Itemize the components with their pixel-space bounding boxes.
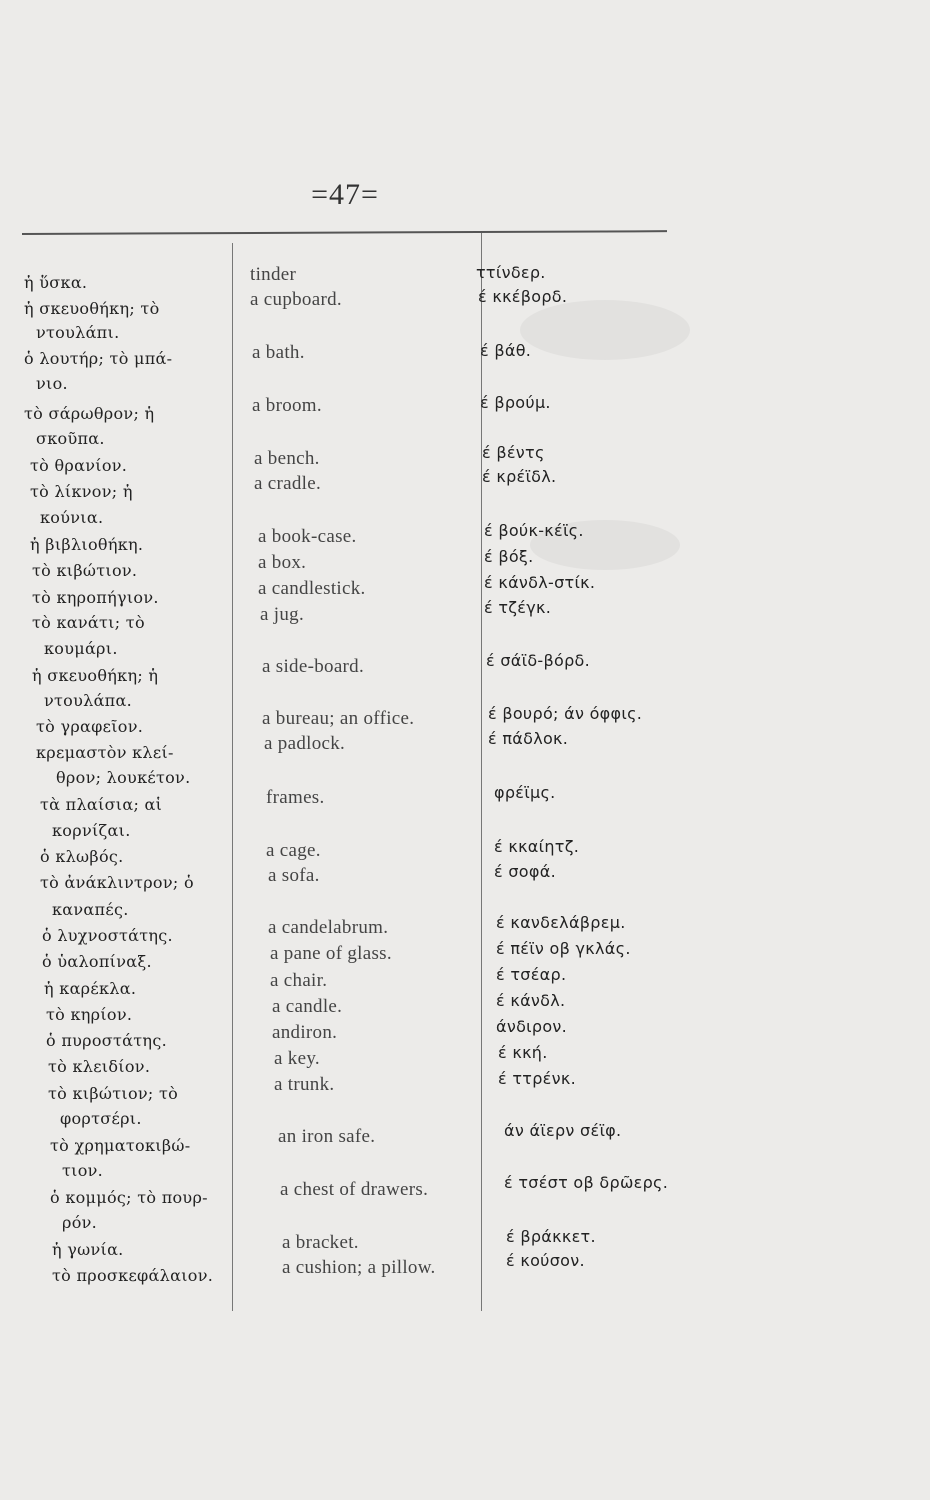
phonetic-line: έ τσέστ οβ δρῶερς. bbox=[504, 1173, 669, 1192]
phonetic-line: έ βράκκετ. bbox=[506, 1227, 596, 1246]
english-line: a broom. bbox=[252, 395, 322, 416]
phonetic-line: έ ττρένκ. bbox=[498, 1069, 576, 1088]
greek-line: ἡ καρέκλα. bbox=[44, 979, 137, 998]
greek-line: τὰ πλαίσια; αἱ bbox=[40, 795, 163, 814]
english-line: andiron. bbox=[272, 1022, 338, 1043]
greek-line: φορτσέρι. bbox=[60, 1109, 142, 1128]
greek-line: ρόν. bbox=[62, 1213, 98, 1232]
greek-line: ὁ ὑαλοπίναξ. bbox=[42, 952, 152, 971]
english-line: a side-board. bbox=[262, 656, 365, 677]
greek-line: ὁ κλωβός. bbox=[40, 847, 124, 866]
greek-line: τὸ χρηματοκιβώ- bbox=[50, 1136, 191, 1155]
page-number: =47= bbox=[311, 178, 379, 211]
phonetic-line: έ πέϊν οβ γκλάς. bbox=[496, 939, 631, 958]
english-line: a candelabrum. bbox=[268, 917, 389, 938]
greek-line: τὸ προσκεφάλαιον. bbox=[52, 1266, 214, 1285]
english-line: a jug. bbox=[260, 604, 305, 625]
greek-line: κούνια. bbox=[40, 508, 104, 527]
english-line: a chair. bbox=[270, 970, 328, 991]
english-line: a bracket. bbox=[282, 1232, 359, 1253]
english-line: a cushion; a pillow. bbox=[282, 1257, 436, 1278]
english-line: tinder bbox=[250, 264, 297, 285]
english-line: a bath. bbox=[252, 342, 305, 363]
greek-line: τὸ κηροπήγιον. bbox=[32, 588, 159, 607]
english-line: a padlock. bbox=[264, 733, 346, 754]
phonetic-line: έ πάδλοκ. bbox=[488, 729, 569, 748]
greek-line: τὸ κλειδίον. bbox=[48, 1057, 151, 1076]
greek-line: τὸ κιβώτιον. bbox=[32, 561, 138, 580]
greek-line: ἡ σκευοθήκη; ἡ bbox=[32, 666, 159, 685]
greek-line: ντουλάπι. bbox=[36, 323, 120, 342]
english-line: a pane of glass. bbox=[270, 943, 392, 964]
greek-line: τὸ λίκνον; ἡ bbox=[30, 482, 133, 501]
greek-line: ἡ σκευοθήκη; τὸ bbox=[24, 299, 160, 318]
greek-line: τὸ σάρωθρον; ἡ bbox=[24, 404, 155, 423]
english-line: a bench. bbox=[254, 448, 320, 469]
phonetic-line: έ κκή. bbox=[498, 1043, 548, 1062]
greek-line: ὁ κομμός; τὸ πουρ- bbox=[50, 1188, 208, 1207]
phonetic-line: έ σάϊδ-βόρδ. bbox=[486, 651, 591, 670]
phonetic-line: έ σοφά. bbox=[494, 862, 556, 881]
greek-line: ἡ γωνία. bbox=[52, 1240, 124, 1259]
english-line: a candle. bbox=[272, 996, 343, 1017]
greek-line: τὸ κηρίον. bbox=[46, 1005, 133, 1024]
phonetic-line: ττίνδερ. bbox=[476, 263, 546, 282]
phonetic-line: άν άϊερν σέϊφ. bbox=[504, 1121, 622, 1140]
phonetic-line: φρέϊμς. bbox=[494, 783, 556, 802]
greek-line: ὁ πυροστάτης. bbox=[46, 1031, 167, 1050]
english-line: a trunk. bbox=[274, 1074, 335, 1095]
english-line: a chest of drawers. bbox=[280, 1179, 429, 1200]
greek-line: τιον. bbox=[62, 1161, 104, 1180]
phonetic-line: έ κρέϊδλ. bbox=[482, 467, 557, 486]
greek-line: θρον; λουκέτον. bbox=[56, 768, 191, 787]
english-line: a bureau; an office. bbox=[262, 708, 415, 729]
phonetic-line: έ βόξ. bbox=[484, 547, 534, 566]
greek-line: κουμάρι. bbox=[44, 639, 118, 658]
phonetic-line: έ κάνδλ. bbox=[496, 991, 566, 1010]
greek-line: ἡ ὕσκα. bbox=[24, 273, 88, 292]
greek-line: νιο. bbox=[36, 374, 68, 393]
english-line: a book-case. bbox=[258, 526, 357, 547]
greek-line: σκοῦπα. bbox=[36, 429, 105, 448]
smudge bbox=[520, 300, 690, 360]
column-divider-left bbox=[232, 243, 233, 1311]
english-line: a cage. bbox=[266, 840, 321, 861]
phonetic-line: έ κκαίητζ. bbox=[494, 837, 580, 856]
greek-line: τὸ θρανίον. bbox=[30, 456, 128, 475]
phonetic-line: έ βάθ. bbox=[480, 341, 532, 360]
english-line: a cradle. bbox=[254, 473, 322, 494]
header-rule bbox=[22, 230, 667, 235]
english-line: frames. bbox=[266, 787, 325, 808]
english-line: a key. bbox=[274, 1048, 320, 1069]
greek-line: τὸ γραφεῖον. bbox=[36, 717, 144, 736]
phonetic-line: έ βούκ-κέϊς. bbox=[484, 521, 584, 540]
phonetic-line: έ τσέαρ. bbox=[496, 965, 567, 984]
phonetic-line: έ βουρό; άν όφφις. bbox=[488, 704, 643, 723]
english-line: a sofa. bbox=[268, 865, 320, 886]
greek-line: τὸ ἀνάκλιντρον; ὁ bbox=[40, 873, 194, 892]
greek-line: καναπές. bbox=[52, 900, 129, 919]
phonetic-line: έ κούσον. bbox=[506, 1251, 585, 1270]
phonetic-line: άνδιρον. bbox=[496, 1017, 568, 1036]
greek-line: κρεμαστὸν κλεί- bbox=[36, 743, 174, 762]
english-line: a cupboard. bbox=[250, 289, 342, 310]
phonetic-line: έ κκέβορδ. bbox=[478, 287, 568, 306]
phonetic-line: έ κανδελάβρεμ. bbox=[496, 913, 626, 932]
english-line: a box. bbox=[258, 552, 307, 573]
english-line: an iron safe. bbox=[278, 1126, 376, 1147]
greek-line: ὁ λουτήρ; τὸ μπά- bbox=[24, 349, 173, 368]
phonetic-line: έ κάνδλ-στίκ. bbox=[484, 573, 596, 592]
greek-line: ὁ λυχνοστάτης. bbox=[42, 926, 173, 945]
greek-line: κορνίζαι. bbox=[52, 821, 131, 840]
greek-line: ντουλάπα. bbox=[44, 691, 132, 710]
english-line: a candlestick. bbox=[258, 578, 366, 599]
phonetic-line: έ βρούμ. bbox=[480, 393, 551, 412]
greek-line: τὸ κιβώτιον; τὸ bbox=[48, 1084, 179, 1103]
phonetic-line: έ τζέγκ. bbox=[484, 598, 552, 617]
greek-line: ἡ βιβλιοθήκη. bbox=[30, 535, 144, 554]
greek-line: τὸ κανάτι; τὸ bbox=[32, 613, 145, 632]
phonetic-line: έ βέντς bbox=[482, 443, 545, 462]
